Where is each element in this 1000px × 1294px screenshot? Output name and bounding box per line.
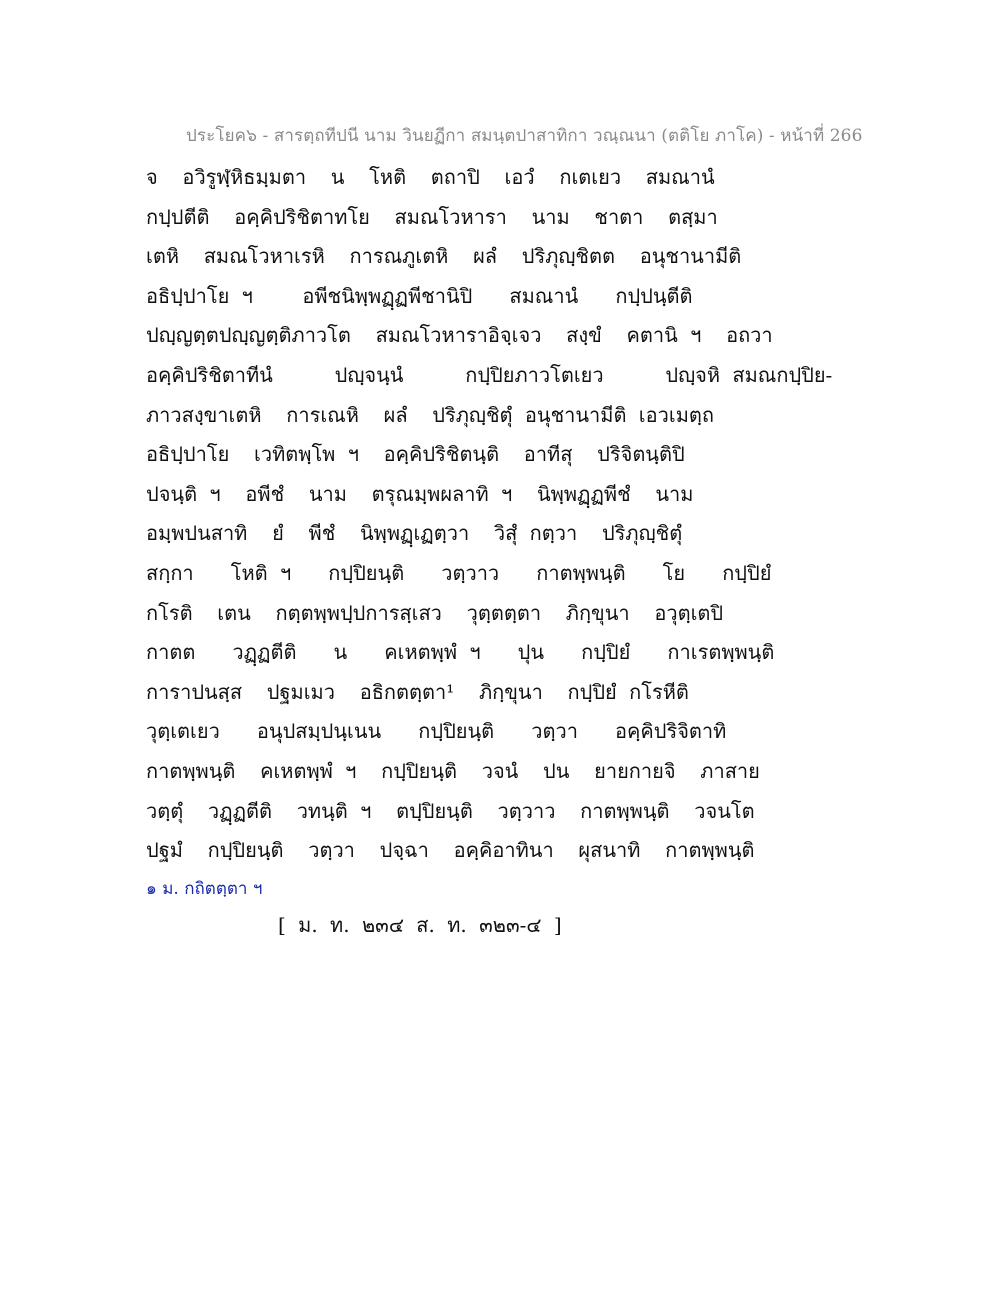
text-line: กปฺปตีติ อคฺคิปริชิตาทโย สมณโวหารา นาม ชาตา ตสฺมา: [146, 204, 718, 229]
text-line: ปจนฺติ ฯ อพีชํ นาม ตรุณมฺพผลาทิ ฯ นิพฺพฏฺฏพีชํ นาม: [146, 481, 694, 506]
text-line: จ อวิรูฬฺหิธมฺมตา น โหติ ตถาปิ เอวํ กเตเยว สมณานํ: [146, 165, 715, 189]
text-line: กโรติ เตน กตฺตพฺพปฺปการสฺเสว วุตฺตตฺตา ภิกฺขุนา อวุตฺเตปิ: [146, 600, 724, 625]
text-line: อธิปฺปาโย เวทิตพฺโพ ฯ อคฺคิปริชิตนฺติ อาทีสุ ปริจิตนฺติปิ: [146, 442, 685, 467]
body-text: [146, 158, 833, 871]
text-line: ปฐมํ กปฺปิยนฺติ วตฺวา ปจฺฉา อคฺคิอาทินา ผุสนาทิ กาตพฺพนฺติ: [146, 838, 755, 863]
text-line: วุตฺเตเยว อนุปสมฺปนฺเนน กปฺปิยนฺติ วตฺวา อคฺคิปริจิตาทิ: [146, 719, 727, 744]
text-line: อมฺพปนสาทิ ยํ พีชํ นิพฺพฏฺเฏตฺวา วิสุํ กตฺวา ปริภุญฺชิตุํ: [146, 521, 683, 546]
text-line: กาตพฺพนฺติ คเหตพฺพํ ฯ กปฺปิยนฺติ วจนํ ปน ยายกายจิ ภาสาย: [146, 758, 760, 783]
text-line: อคฺคิปริชิตาทีนํ ปญฺจนฺนํ กปฺปิยภาวโตเยว ปญฺจหิ สมณกปฺปิย-: [146, 362, 833, 387]
footnote: ๑ ม. กถิตตฺตา ฯ: [146, 879, 263, 899]
page-header: ประโยค๖ - สารตฺถทีปนี นาม วินยฏีกา สมนฺตปาสาทิกา วณฺณนา (ตติโย ภาโค) - หน้าที่ 266: [186, 126, 863, 146]
text-line: กาตต วฏฺฏตีติ น คเหตพฺพํ ฯ ปุน กปฺปิยํ กาเรตพฺพนฺติ: [146, 640, 775, 665]
text-line: สกฺกา โหติ ฯ กปฺปิยนฺติ วตฺวาว กาตพฺพนฺติ โย กปฺปิยํ: [146, 560, 772, 585]
text-line: อธิปฺปาโย ฯ อพีชนิพฺพฏฺฏพีชานิปิ สมณานํ กปฺปนฺตีติ: [146, 283, 693, 308]
text-line: ปญฺญตฺตปญฺญตฺติภาวโต สมณโวหาราอิจฺเจว สงฺขํ คตานิ ฯ อถวา: [146, 323, 773, 348]
text-line: ภาวสงฺขาเตหิ การเณหิ ผลํ ปริภุญฺชิตุํ อนุชานามีติ เอวเมตฺถ: [146, 402, 714, 427]
reference-citation: [ ม. ท. ๒๓๔ ส. ท. ๓๒๓-๔ ]: [278, 913, 562, 937]
text-line: เตหิ สมณโวหาเรหิ การณภูเตหิ ผลํ ปริภุญฺชิตต อนุชานามีติ: [146, 244, 742, 269]
text-line: วตฺตุํ วฏฺฏตีติ วทนฺติ ฯ ตปฺปิยนฺติ วตฺวาว กาตพฺพนฺติ วจนโต: [146, 798, 755, 823]
text-line: การาปนสฺส ปฐมเมว อธิกตตฺตา¹ ภิกฺขุนา กปฺปิยํ กโรหีติ: [146, 679, 689, 704]
